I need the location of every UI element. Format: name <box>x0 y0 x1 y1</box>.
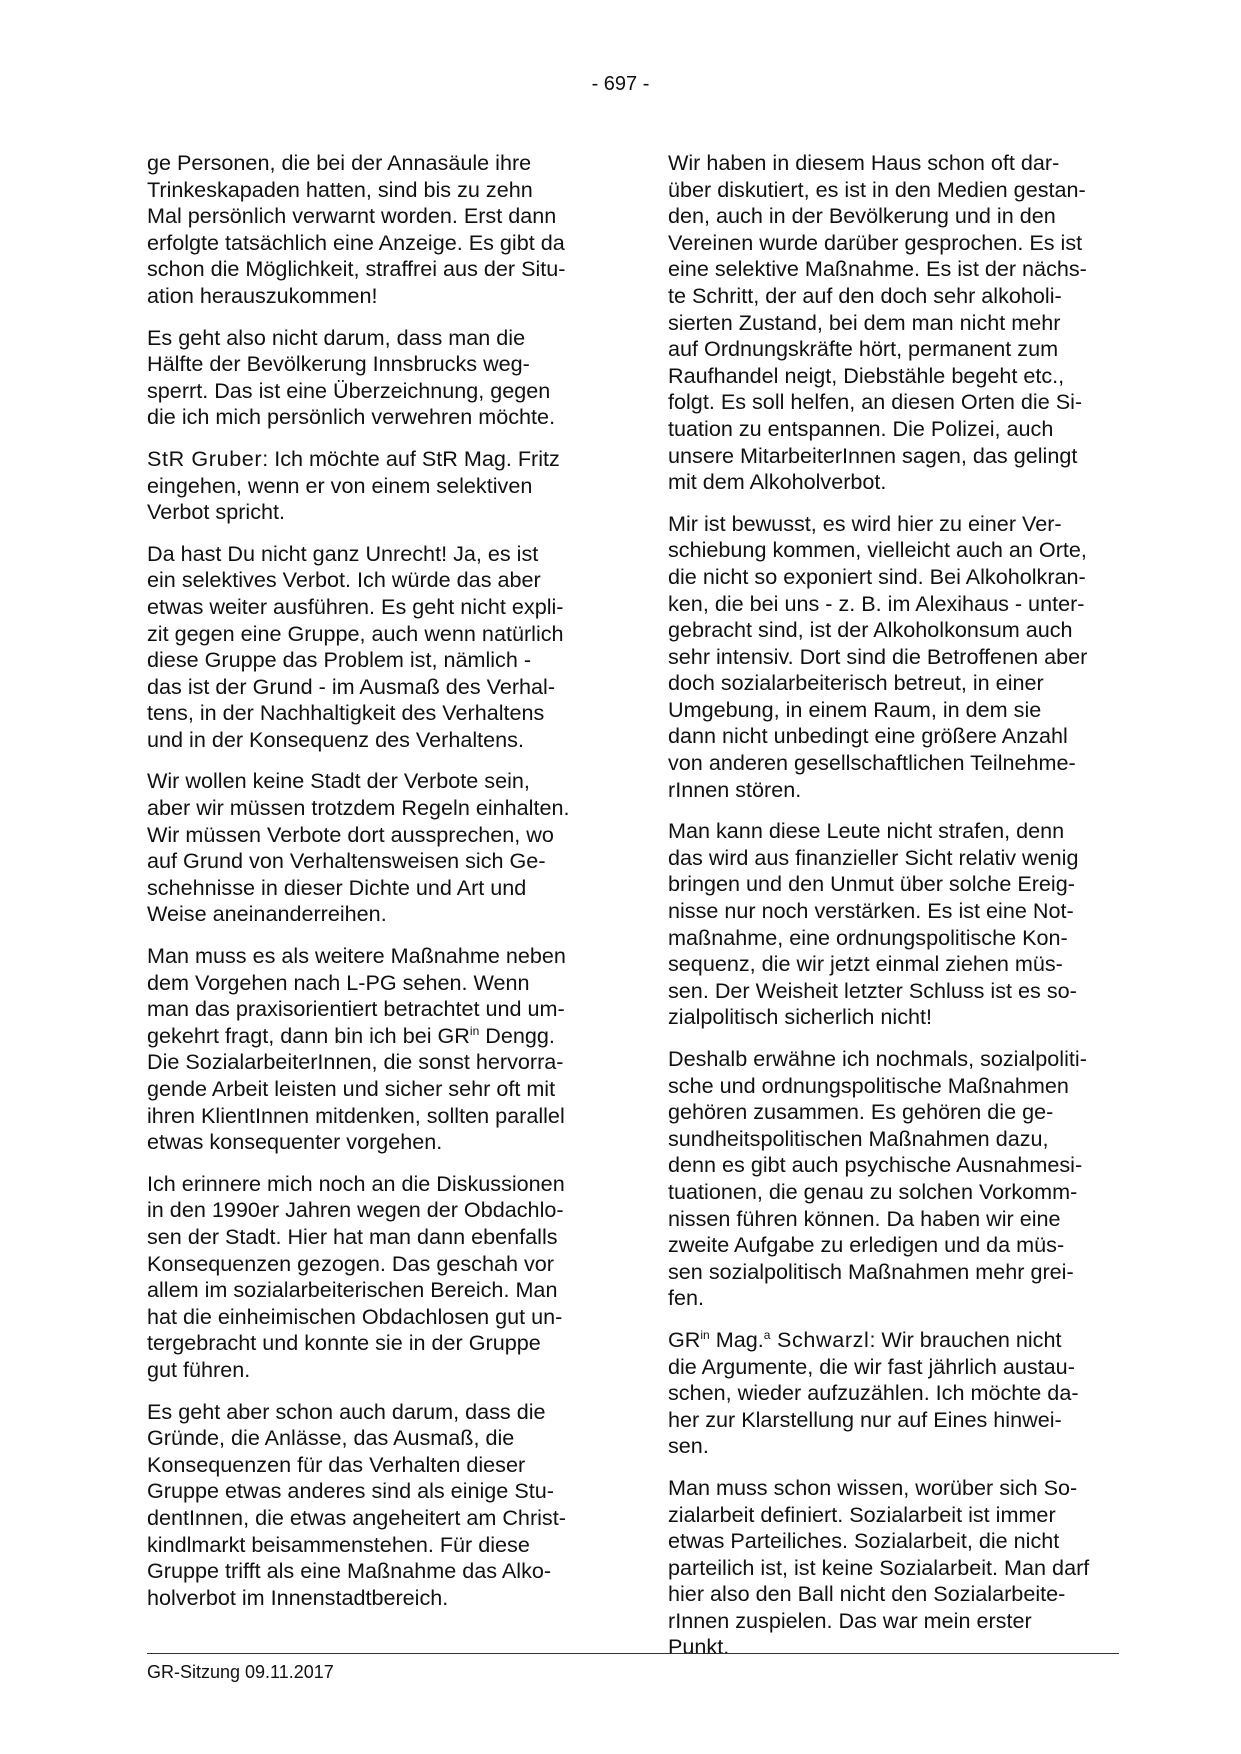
paragraph-line: doch sozialarbeiterisch betreut, in einer <box>668 670 1044 696</box>
paragraph-line: sen. <box>668 1433 709 1459</box>
paragraph-line: hier also den Ball nicht den Sozialarbeite- <box>668 1581 1066 1607</box>
paragraph-line: sundheitspolitischen Maßnahmen dazu, <box>668 1125 1049 1151</box>
paragraph-lines <box>147 473 599 526</box>
paragraph-line: Es geht also nicht darum, dass man die <box>147 324 526 350</box>
paragraph-line: den, auch in der Bevölkerung und in den <box>668 203 1056 229</box>
paragraph-line: tuationen, die genau zu solchen Vorkomm- <box>668 1178 1078 1204</box>
paragraph-line: sperrt. Das ist eine Überzeichnung, gegen <box>147 377 551 403</box>
paragraph-line: parteilich ist, ist keine Sozialarbeit. Man darf <box>668 1554 1090 1580</box>
paragraph-line: fen. <box>668 1285 705 1311</box>
paragraph-line: das ist der Grund - im Ausmaß des Verhal- <box>147 673 556 699</box>
paragraph-line: eingehen, wenn er von einem selektiven <box>147 472 533 498</box>
paragraph-line: man das praxisorientiert betrachtet und um- <box>147 996 565 1022</box>
paragraph-line: Wir müssen Verbote dort aussprechen, wo <box>147 821 554 847</box>
paragraph-line: Mal persönlich verwarnt worden. Erst dann <box>147 203 557 229</box>
paragraph-line: Konsequenzen gezogen. Das geschah vor <box>147 1250 554 1276</box>
footer-divider <box>147 1653 1119 1654</box>
speaker-paragraph <box>147 446 599 526</box>
left-column <box>147 150 599 1626</box>
line-text: GR <box>668 1326 701 1352</box>
line-text: : Ich möchte auf StR Mag. Fritz <box>262 445 560 471</box>
paragraph-line: dann nicht unbedingt eine größere Anzahl <box>668 723 1068 749</box>
line-text: gekehrt fragt, dann bin ich bei GR <box>147 1022 470 1048</box>
paragraph-line: Man muss es als weitere Maßnahme neben <box>147 943 566 969</box>
paragraph-line: tergebracht und konnte sie in der Gruppe <box>147 1330 541 1356</box>
paragraph-line: Man kann diese Leute nicht strafen, denn <box>668 818 1065 844</box>
paragraph-line: Punkt. <box>668 1634 730 1660</box>
paragraph-line: diese Gruppe das Problem ist, nämlich - <box>147 647 532 673</box>
paragraph-line: Wir wollen keine Stadt der Verbote sein, <box>147 768 530 794</box>
paragraph-line: aber wir müssen trotzdem Regeln einhalten. <box>147 795 570 821</box>
paragraph-line: von anderen gesellschaftlichen Teilnehme- <box>668 750 1076 776</box>
paragraph-line: Da hast Du nicht ganz Unrecht! Ja, es ist <box>147 540 539 566</box>
paragraph-line: Trinkeskapaden hatten, sind bis zu zehn <box>147 176 533 202</box>
paragraph-line: schon die Möglichkeit, straffrei aus der Situ- <box>147 256 566 282</box>
paragraph-line: kindlmarkt beisammenstehen. Für diese <box>147 1531 530 1557</box>
paragraph-line: Hälfte der Bevölkerung Innsbrucks weg- <box>147 351 530 377</box>
paragraph-line: hat die einheimischen Obdachlosen gut un- <box>147 1303 563 1329</box>
paragraph-line: Es geht aber schon auch darum, dass die <box>147 1398 546 1424</box>
paragraph-line: tuation zu entspannen. Die Polizei, auch <box>668 415 1054 441</box>
paragraph-line: etwas Parteiliches. Sozialarbeit, die nicht <box>668 1528 1060 1554</box>
paragraph-line: Mir ist bewusst, es wird hier zu einer Ver- <box>668 510 1062 536</box>
paragraph-line: sehr intensiv. Dort sind die Betroffenen aber <box>668 643 1088 669</box>
paragraph-line: über diskutiert, es ist in den Medien gestan- <box>668 176 1086 202</box>
paragraph-line: Ich erinnere mich noch an die Diskussionen <box>147 1170 565 1196</box>
paragraph-line: dentInnen, die etwas angeheitert am Christ- <box>147 1504 566 1530</box>
paragraph-line <box>668 1327 1120 1354</box>
paragraph-line: ation herauszukommen! <box>147 282 378 308</box>
paragraph-line <box>147 1023 599 1050</box>
paragraph <box>147 325 599 431</box>
paragraph-line: schiebung kommen, vielleicht auch an Orte, <box>668 537 1087 563</box>
paragraph-line: die nicht so exponiert sind. Bei Alkoholkran- <box>668 563 1086 589</box>
paragraph <box>668 511 1120 804</box>
paragraph-lines <box>147 943 599 1023</box>
paragraph-line: nissen führen können. Da haben wir eine <box>668 1205 1061 1231</box>
paragraph-line: ihren KlientInnen mitdenken, sollten parallel <box>147 1102 565 1128</box>
paragraph-line: gebracht sind, ist der Alkoholkonsum auch <box>668 617 1073 643</box>
paragraph-line: folgt. Es soll helfen, an diesen Orten die Si- <box>668 389 1083 415</box>
paragraph-line: denn es gibt auch psychische Ausnahmesi- <box>668 1152 1083 1178</box>
paragraph-line: in den 1990er Jahren wegen der Obdachlo- <box>147 1197 564 1223</box>
paragraph-line: eine selektive Maßnahme. Es ist der nächs- <box>668 256 1087 282</box>
paragraph-line: schehnisse in dieser Dichte und Art und <box>147 874 527 900</box>
paragraph-line: Raufhandel neigt, Diebstähle begeht etc., <box>668 362 1065 388</box>
paragraph-line: maßnahme, eine ordnungspolitische Kon- <box>668 924 1068 950</box>
paragraph-line: her zur Klarstellung nur auf Eines hinwei- <box>668 1406 1062 1432</box>
paragraph-line: bringen und den Unmut über solche Ereig- <box>668 871 1075 897</box>
paragraph-line: Man muss schon wissen, worüber sich So- <box>668 1474 1078 1500</box>
line-text: Dengg. <box>479 1022 555 1048</box>
paragraph-line: Verbot spricht. <box>147 499 286 525</box>
paragraph-line: ein selektives Verbot. Ich würde das aber <box>147 567 541 593</box>
footer-session-date: GR-Sitzung 09.11.2017 <box>147 1662 334 1682</box>
paragraph-line: nisse nur noch verstärken. Es ist eine Not- <box>668 898 1074 924</box>
paragraph-line: gut führen. <box>147 1356 251 1382</box>
paragraph-line: sen sozialpolitisch Maßnahmen mehr grei- <box>668 1258 1074 1284</box>
paragraph-line: und in der Konsequenz des Verhaltens. <box>147 726 524 752</box>
paragraph-line: zialpolitisch sicherlich nicht! <box>668 1004 933 1030</box>
speaker-paragraph <box>668 1327 1120 1460</box>
paragraph-line: Die SozialarbeiterInnen, die sonst hervorra- <box>147 1049 564 1075</box>
paragraph <box>668 150 1120 496</box>
paragraph <box>147 1171 599 1384</box>
paragraph <box>668 818 1120 1031</box>
paragraph-line: Gruppe etwas anderes sind als einige Stu- <box>147 1478 554 1504</box>
paragraph-line: Konsequenzen für das Verhalten dieser <box>147 1451 526 1477</box>
paragraph-line: tens, in der Nachhaltigkeit des Verhaltens <box>147 700 545 726</box>
paragraph-line: allem im sozialarbeiterischen Bereich. Man <box>147 1277 558 1303</box>
paragraph-line: erfolgte tatsächlich eine Anzeige. Es gibt da <box>147 229 565 255</box>
paragraph-line: die Argumente, die wir fast jährlich austau- <box>668 1353 1075 1379</box>
paragraph-line: das wird aus finanzieller Sicht relativ wenig <box>668 844 1079 870</box>
line-text: Mag. <box>709 1326 764 1352</box>
paragraph-line: zialarbeit definiert. Sozialarbeit ist immer <box>668 1501 1056 1527</box>
paragraph-line: Gruppe trifft als eine Maßnahme das Alko- <box>147 1558 552 1584</box>
paragraph-line: etwas konsequenter vorgehen. <box>147 1129 443 1155</box>
paragraph-line: auf Ordnungskräfte hört, permanent zum <box>668 336 1059 362</box>
paragraph-line: Vereinen wurde darüber gesprochen. Es ist <box>668 229 1083 255</box>
paragraph-line <box>147 446 599 473</box>
paragraph <box>147 768 599 928</box>
paragraph <box>147 943 599 1156</box>
paragraph-line: Umgebung, in einem Raum, in dem sie <box>668 696 1042 722</box>
paragraph-line: Wir haben in diesem Haus schon oft dar- <box>668 150 1060 175</box>
paragraph-line: zit gegen eine Gruppe, auch wenn natürlich <box>147 620 564 646</box>
paragraph-line: sequenz, die wir jetzt einmal ziehen müs- <box>668 951 1063 977</box>
paragraph-line: gende Arbeit leisten und sicher sehr oft mit <box>147 1076 556 1101</box>
paragraph-line: die ich mich persönlich verwehren möchte. <box>147 404 556 430</box>
paragraph-line: sen der Stadt. Hier hat man dann ebenfalls <box>147 1223 558 1249</box>
paragraph-line: Gründe, die Anlässe, das Ausmaß, die <box>147 1425 515 1451</box>
paragraph-line: Weise aneinanderreihen. <box>147 901 387 927</box>
paragraph-lines <box>668 1354 1120 1460</box>
paragraph <box>668 1046 1120 1312</box>
paragraph-line: auf Grund von Verhaltensweisen sich Ge- <box>147 848 546 874</box>
superscript: in <box>700 1327 710 1342</box>
paragraph-line: ge Personen, die bei der Annasäule ihre <box>147 150 532 175</box>
paragraph-line: rInnen zuspielen. Das war mein erster <box>668 1607 1032 1633</box>
right-column <box>668 150 1120 1676</box>
paragraph-line: unsere MitarbeiterInnen sagen, das gelingt <box>668 442 1078 468</box>
speaker-name: StR Gruber <box>147 445 263 471</box>
paragraph-lines <box>147 1049 599 1155</box>
paragraph-line: rInnen stören. <box>668 776 802 802</box>
paragraph-line: etwas weiter ausführen. Es geht nicht expli- <box>147 593 564 619</box>
superscript: in <box>469 1023 480 1038</box>
paragraph-line: sen. Der Weisheit letzter Schluss ist es so- <box>668 977 1077 1003</box>
paragraph-line: ken, die bei uns - z. B. im Alexihaus - unter- <box>668 590 1085 616</box>
paragraph-line: sche und ordnungspolitische Maßnahmen <box>668 1072 1069 1098</box>
paragraph <box>147 150 599 310</box>
paragraph <box>147 1399 599 1612</box>
paragraph-line: holverbot im Innenstadtbereich. <box>147 1584 449 1610</box>
line-text: : Wir brauchen nicht <box>869 1326 1062 1352</box>
speaker-name: Schwarzl <box>770 1326 870 1352</box>
superscript: a <box>763 1327 771 1342</box>
paragraph-line: gehören zusammen. Es gehören die ge- <box>668 1099 1054 1125</box>
paragraph-line: dem Vorgehen nach L-PG sehen. Wenn <box>147 969 530 995</box>
paragraph <box>668 1475 1120 1661</box>
paragraph-line: schen, wieder aufzuzählen. Ich möchte da- <box>668 1380 1079 1406</box>
paragraph-line: te Schritt, der auf den doch sehr alkoholi- <box>668 282 1062 308</box>
paragraph-line: Deshalb erwähne ich nochmals, sozialpoliti- <box>668 1046 1087 1071</box>
paragraph <box>147 541 599 754</box>
paragraph-line: zweite Aufgabe zu erledigen und da müs- <box>668 1232 1065 1258</box>
page-number: - 697 - <box>591 73 650 95</box>
paragraph-line: mit dem Alkoholverbot. <box>668 469 887 495</box>
paragraph-line: sierten Zustand, bei dem man nicht mehr <box>668 309 1061 335</box>
